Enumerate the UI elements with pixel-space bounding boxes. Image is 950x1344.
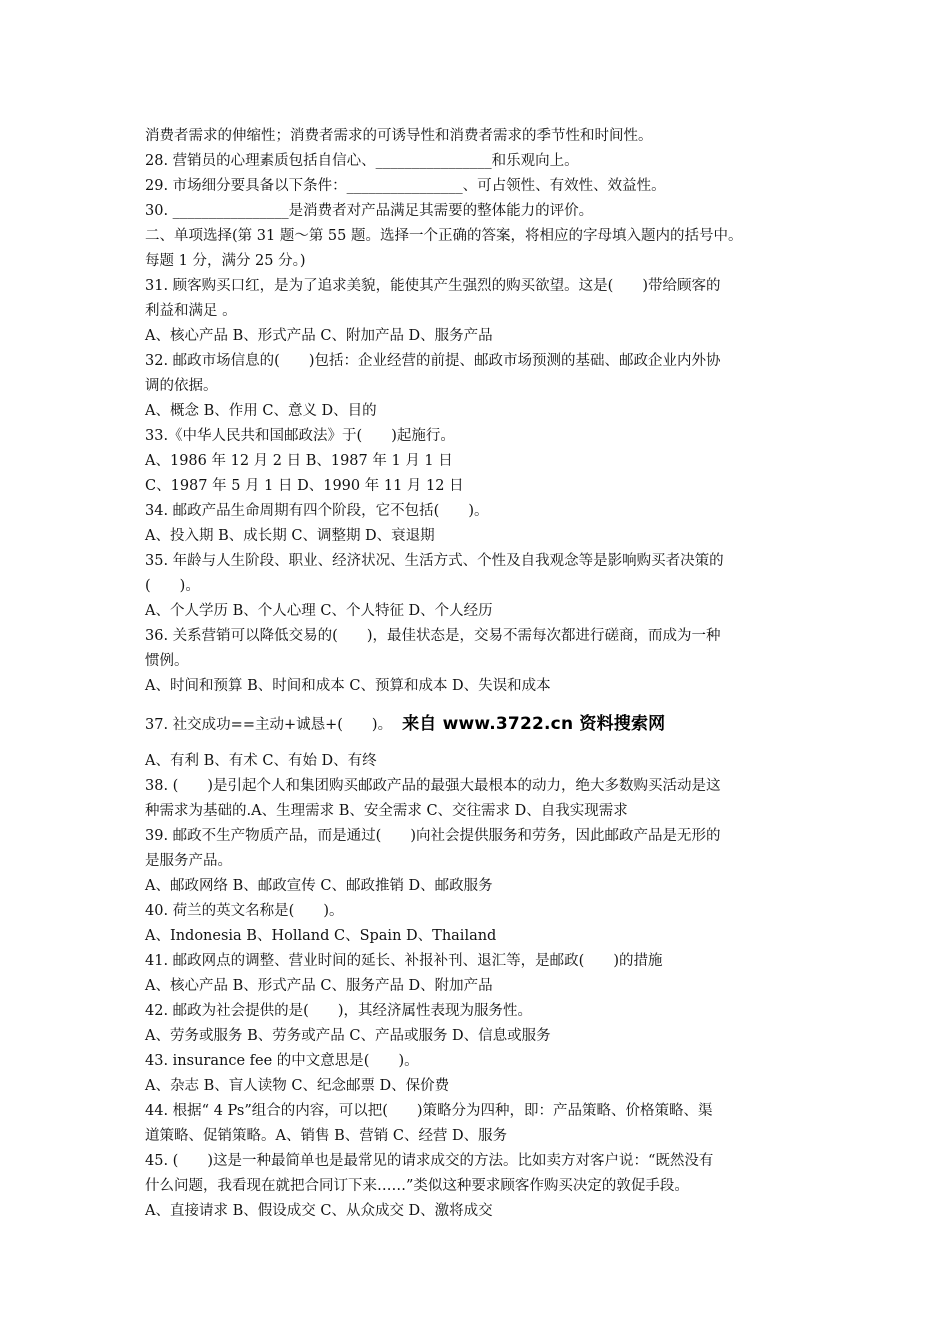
question-36: 36. 关系营销可以降低交易的( )，最佳状态是，交易不需每次都进行磋商，而成为一种 bbox=[145, 628, 721, 644]
question-33: 33.《中华人民共和国邮政法》于( )起施行。 bbox=[145, 428, 455, 444]
question-40: 40. 荷兰的英文名称是( )。 bbox=[145, 903, 344, 919]
question-33-options-ab: A、1986 年 12 月 2 日 B、1987 年 1 月 1 日 bbox=[145, 453, 453, 469]
section-heading: 二、单项选择(第 31 题～第 55 题。选择一个正确的答案，将相应的字母填入题内的括号中。 bbox=[145, 228, 743, 244]
question-28: 28. 营销员的心理素质包括自信心、________________和乐观向上。 bbox=[145, 153, 579, 169]
question-43: 43. insurance fee 的中文意思是( )。 bbox=[145, 1053, 419, 1069]
question-35-cont: ( )。 bbox=[145, 578, 200, 594]
question-36-options: A、时间和预算 B、时间和成本 C、预算和成本 D、失误和成本 bbox=[145, 678, 551, 694]
document-page bbox=[145, 124, 815, 1224]
question-32-cont: 调的依据。 bbox=[145, 378, 218, 394]
question-37-options: A、有利 B、有术 C、有始 D、有终 bbox=[145, 753, 377, 769]
question-33-options-cd: C、1987 年 5 月 1 日 D、1990 年 11 月 12 日 bbox=[145, 478, 464, 494]
question-45-options: A、直接请求 B、假设成交 C、从众成交 D、激将成交 bbox=[145, 1203, 493, 1219]
question-44: 44. 根据“ 4 Ps”组合的内容，可以把( )策略分为四种，即：产品策略、价格策略、渠 bbox=[145, 1103, 713, 1119]
question-36-cont: 惯例。 bbox=[145, 653, 189, 669]
question-34-options: A、投入期 B、成长期 C、调整期 D、衰退期 bbox=[145, 528, 435, 544]
question-42-options: A、劳务或服务 B、劳务或产品 C、产品或服务 D、信息或服务 bbox=[145, 1028, 551, 1044]
question-41-options: A、核心产品 B、形式产品 C、服务产品 D、附加产品 bbox=[145, 978, 493, 994]
question-31-cont: 利益和满足 。 bbox=[145, 303, 237, 319]
question-39: 39. 邮政不生产物质产品，而是通过( )向社会提供服务和劳务，因此邮政产品是无形的 bbox=[145, 828, 721, 844]
question-32: 32. 邮政市场信息的( )包括：企业经营的前提、邮政市场预测的基础、邮政企业内外协 bbox=[145, 353, 721, 369]
question-30: 30. ________________是消费者对产品满足其需要的整体能力的评价。 bbox=[145, 203, 594, 219]
question-31: 31. 顾客购买口红，是为了追求美貌，能使其产生强烈的购买欲望。这是( )带给顾客的 bbox=[145, 278, 721, 294]
question-35: 35. 年龄与人生阶段、职业、经济状况、生活方式、个性及自我观念等是影响购买者决策的 bbox=[145, 553, 724, 569]
question-35-options: A、个人学历 B、个人心理 C、个人特征 D、个人经历 bbox=[145, 603, 493, 619]
question-40-options: A、Indonesia B、Holland C、Spain D、Thailand bbox=[145, 928, 497, 944]
watermark: 来自 www.3722.cn 资料搜索网 bbox=[402, 714, 666, 734]
question-41: 41. 邮政网点的调整、营业时间的延长、补报补刊、退汇等，是邮政( )的措施 bbox=[145, 953, 663, 969]
question-31-options: A、核心产品 B、形式产品 C、附加产品 D、服务产品 bbox=[145, 328, 493, 344]
text-line: 消费者需求的伸缩性；消费者需求的可诱导性和消费者需求的季节性和时间性。 bbox=[145, 128, 653, 144]
question-45-cont: 什么问题，我看现在就把合同订下来……”类似这种要求顾客作购买决定的敦促手段。 bbox=[145, 1178, 689, 1194]
section-heading-cont: 每题 1 分，满分 25 分。) bbox=[145, 253, 306, 269]
question-38-cont: 种需求为基础的.A、生理需求 B、安全需求 C、交往需求 D、自我实现需求 bbox=[145, 803, 628, 819]
question-42: 42. 邮政为社会提供的是( )，其经济属性表现为服务性。 bbox=[145, 1003, 532, 1019]
question-39-options: A、邮政网络 B、邮政宣传 C、邮政推销 D、邮政服务 bbox=[145, 878, 493, 894]
question-34: 34. 邮政产品生命周期有四个阶段，它不包括( )。 bbox=[145, 503, 489, 519]
question-29: 29. 市场细分要具备以下条件：________________、可占领性、有效性、效益性。 bbox=[145, 178, 666, 194]
question-38: 38. ( )是引起个人和集团购买邮政产品的最强大最根本的动力，绝大多数购买活动是这 bbox=[145, 778, 721, 794]
question-39-cont: 是服务产品。 bbox=[145, 853, 232, 869]
question-43-options: A、杂志 B、盲人读物 C、纪念邮票 D、保价费 bbox=[145, 1078, 450, 1094]
question-37 bbox=[145, 699, 815, 749]
question-37-text: 37. 社交成功==主动+诚恳+( )。 bbox=[145, 717, 393, 733]
question-32-options: A、概念 B、作用 C、意义 D、目的 bbox=[145, 403, 377, 419]
question-44-cont: 道策略、促销策略。A、销售 B、营销 C、经营 D、服务 bbox=[145, 1128, 508, 1144]
question-45: 45. ( )这是一种最简单也是最常见的请求成交的方法。比如卖方对客户说：“既然没有 bbox=[145, 1153, 714, 1169]
